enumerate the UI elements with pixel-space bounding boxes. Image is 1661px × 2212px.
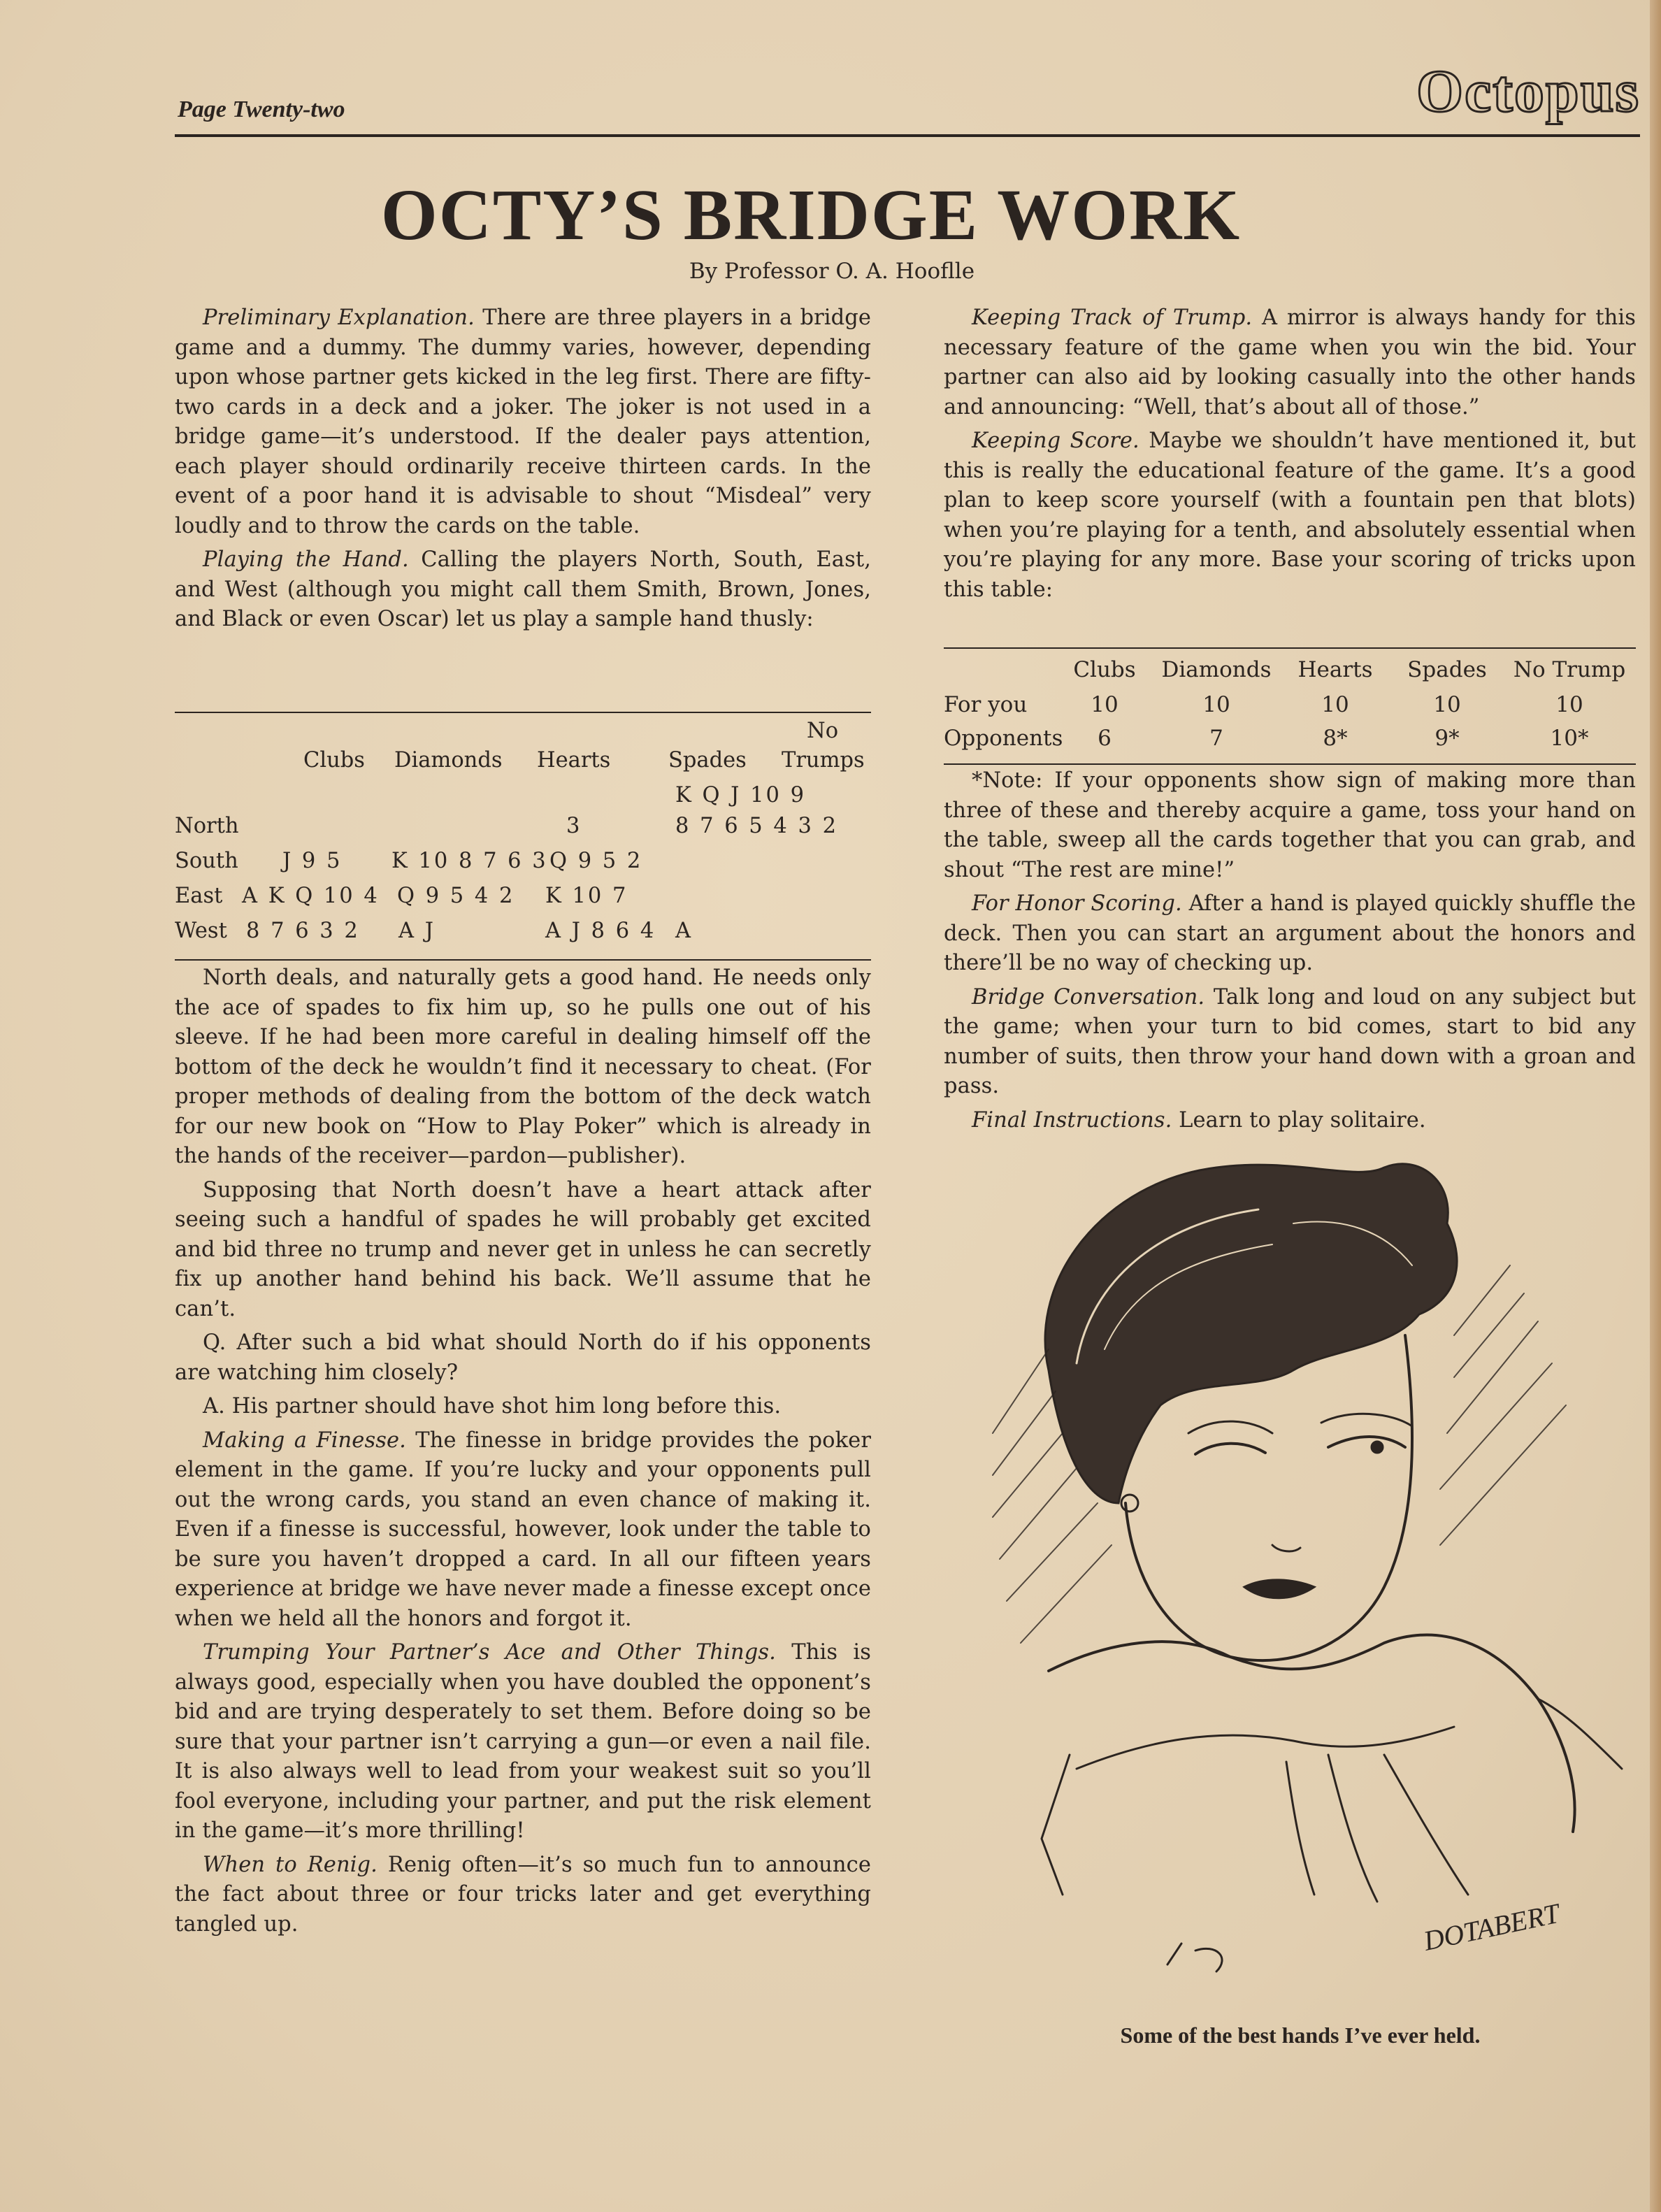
paragraph-finesse [175, 1426, 871, 1635]
run-in-heading: Final Instructions. [972, 1107, 1172, 1133]
north-hearts: 3 [566, 814, 582, 838]
north-spades-line1: K Q J 10 9 [675, 783, 807, 807]
table-rule-bottom [175, 959, 871, 961]
binding-edge [1650, 0, 1661, 2212]
paragraph-text: Learn to play solitaire. [1179, 1107, 1426, 1133]
score-cell: 10 [1321, 692, 1349, 717]
header-no: No [807, 719, 839, 743]
illustration-caption: Some of the best hands I’ve ever held. [1120, 2023, 1481, 2048]
paragraph-text: This is always good, especially when you have doubled the opponent’s bid and are trying desperately to set them. Before doing so be sure that your partner isn’t carrying a gun—or even a nail file. It is also always well to lead from your weakest suit so you’ll fool everyone, including your partner, and put the risk element in the game—it’s more thrilling! [175, 1640, 872, 1843]
paragraph-answer [175, 1392, 871, 1422]
right-column-body [944, 766, 1636, 1140]
header-clubs: Clubs [303, 748, 365, 773]
score-cell: 10 [1202, 692, 1230, 717]
west-clubs: 8 7 6 3 2 [246, 919, 360, 943]
table-rule-top [175, 712, 871, 713]
paragraph-text: *Note: If your opponents show sign of making more than three of these and thereby acquire a game, toss your hand on the table, sweep all the cards together that you can grab, and shout “The rest are mine!” [944, 768, 1636, 882]
left-column-body [175, 963, 871, 1944]
east-hearts: K 10 7 [545, 884, 628, 908]
paragraph-text: A. His partner should have shot him long before this. [203, 1394, 782, 1419]
paragraph-text: There are three players in a bridge game and a dummy. The dummy varies, however, depending upon whose partner gets kicked in the leg first. There are fifty-two cards in a deck and a joker. The joker is not used in a bridge game—it’s understood. If the dealer pays attention, each player should ordinarily receive thirteen cards. In the event of a poor hand it is advisable to shout “Misdeal” very loudly and to throw the cards on the table. [175, 306, 872, 538]
right-column-intro [944, 303, 1636, 609]
run-in-heading: Keeping Score. [972, 429, 1139, 453]
run-in-heading: Making a Finesse. [203, 1428, 406, 1453]
score-cell: 10 [1433, 692, 1461, 717]
paragraph-playing-hand [175, 545, 871, 635]
paragraph-north-deals [175, 963, 871, 1172]
paragraph-text: Renig often—it’s so much fun to announce the fact about three or four tricks later and get everything tangled up. [175, 1852, 871, 1937]
score-header-clubs: Clubs [1073, 657, 1136, 682]
magazine-masthead: Octopus [1416, 57, 1640, 124]
west-hearts: A J 8 6 4 [545, 919, 656, 943]
paragraph-text: Talk long and loud on any subject but the game; when your turn to bid comes, start to bid any number of suits, then throw your hand down with a groan and pass. [944, 984, 1636, 1098]
page-number-label: Page Twenty-two [178, 96, 345, 122]
paragraph-honor-scoring [944, 889, 1636, 979]
score-cell: 6 [1098, 726, 1112, 751]
east-diamonds: Q 9 5 4 2 [397, 884, 515, 908]
east-clubs: A K Q 10 4 [242, 884, 380, 908]
score-cell: 10 [1091, 692, 1119, 717]
player-north: North [175, 814, 239, 838]
west-spades: A [675, 919, 693, 943]
nose [1272, 1545, 1300, 1551]
paragraph-text: A mirror is always handy for this necessary feature of the game when you win the bid. Your partner can also aid by looking casually into the other hands and announcing: “Well, that’s about all of those.” [944, 306, 1636, 419]
score-header-spades: Spades [1407, 657, 1487, 682]
score-header-diamonds: Diamonds [1161, 657, 1272, 682]
south-diamonds: K 10 8 7 6 3 [391, 849, 548, 873]
paragraph-keeping-score [944, 426, 1636, 605]
paragraph-supposing [175, 1176, 871, 1325]
paragraph-conversation [944, 983, 1636, 1102]
header-spades: Spades [668, 748, 747, 773]
mouth [1244, 1580, 1314, 1598]
paragraph-final [944, 1106, 1636, 1136]
player-west: West [175, 919, 227, 943]
header-diamonds: Diamonds [394, 748, 503, 773]
score-cell: 10* [1550, 726, 1589, 751]
hands [1049, 1635, 1575, 1832]
score-header-hearts: Hearts [1297, 657, 1373, 682]
paragraph-text: The finesse in bridge provides the poker element in the game. If you’re lucky and your opponents pull out the wrong cards, you stand an even chance of making it. Even if a finesse is successful, however, look under the table to be sure you haven’t dropped a card. In all our fifteen years experience at bridge we have never made a finesse except once when we held all the honors and forgot it. [175, 1428, 871, 1631]
run-in-heading: Playing the Hand. [203, 547, 409, 572]
paragraph-text: Calling the players North, South, East, and West (although you might call them Smith, Brown, Jones, and Black or even Oscar) let us play a sample hand thusly: [175, 547, 871, 631]
score-cell: 9* [1434, 726, 1460, 751]
score-row-label-for-you: For you [944, 692, 1028, 717]
south-clubs: J 9 5 [282, 849, 343, 873]
paragraph-text: Q. After such a bid what should North do if his opponents are watching him closely? [175, 1330, 871, 1385]
run-in-heading: Bridge Conversation. [972, 984, 1205, 1010]
player-south: South [175, 849, 238, 873]
paragraph-text: Maybe we shouldn’t have mentioned it, but this is really the educational feature of the game. It’s a good plan to keep score yourself (with a fountain pen that blots) when you’re playing for a tenth, and absolutely essential when you’re playing for any more. Base your scoring of tricks upon this table: [944, 429, 1637, 602]
table-rule-bottom [944, 763, 1636, 765]
signature-mark [1167, 1944, 1222, 1972]
run-in-heading: Keeping Track of Trump. [972, 306, 1253, 330]
paragraph-preliminary [175, 303, 871, 541]
run-in-heading: When to Renig. [203, 1852, 378, 1877]
north-spades-line2: 8 7 6 5 4 3 2 [675, 814, 839, 838]
run-in-heading: For Honor Scoring. [972, 891, 1182, 916]
article-byline: By Professor O. A. Hooflle [689, 259, 975, 284]
score-cell: 7 [1209, 726, 1223, 751]
table-rule-top [944, 647, 1636, 649]
run-in-heading: Trumping Your Partner’s Ace and Other Things. [203, 1640, 776, 1665]
header-hearts: Hearts [537, 748, 611, 773]
paragraph-trumping [175, 1638, 871, 1846]
article-title: OCTY’S BRIDGE WORK [380, 175, 1242, 255]
paragraph-text: North deals, and naturally gets a good hand. He needs only the ace of spades to fix him up, so he pulls one out of his sleeve. If he had been more careful in dealing himself off the bottom of the deck he wouldn’t find it necessary to cheat. (For proper methods of dealing from the bottom of the deck watch for our new book on “How to Play Poker” which is already in the hands of the receiver—pardon—publisher). [175, 965, 871, 1168]
scoring-table [944, 647, 1636, 766]
paragraph-renig [175, 1851, 871, 1940]
left-column-intro [175, 303, 871, 639]
score-header-no-trump: No Trump [1513, 657, 1626, 682]
run-in-heading: Preliminary Explanation. [203, 306, 475, 330]
score-cell: 10 [1555, 692, 1583, 717]
score-row-label-opponents: Opponents [944, 726, 1063, 751]
paragraph-track-trump [944, 303, 1636, 422]
sample-hand-table [175, 712, 871, 963]
header-trumps: Trumps [782, 748, 865, 773]
artist-signature: DOTABERT [1421, 1897, 1562, 1957]
paragraph-text: Supposing that North doesn’t have a heart attack after seeing such a handful of spades he will probably get excited and bid three no trump and never get in unless he can secretly fix up another hand behind his back. We’ll assume that he can’t. [175, 1177, 871, 1321]
paragraph-text: After a hand is played quickly shuffle the deck. Then you can start an argument about the honors and there’ll be no way of checking up. [944, 891, 1636, 975]
score-cell: 8* [1323, 726, 1348, 751]
paragraph-note [944, 766, 1636, 885]
left-eye [1195, 1444, 1265, 1454]
hair [1045, 1164, 1457, 1503]
paragraph-question [175, 1328, 871, 1388]
west-diamonds: A J [398, 919, 436, 943]
player-east: East [175, 884, 223, 908]
south-hearts: Q 9 5 2 [549, 849, 643, 873]
header-rule [175, 134, 1640, 137]
woman-portrait-illustration [965, 1140, 1636, 2013]
